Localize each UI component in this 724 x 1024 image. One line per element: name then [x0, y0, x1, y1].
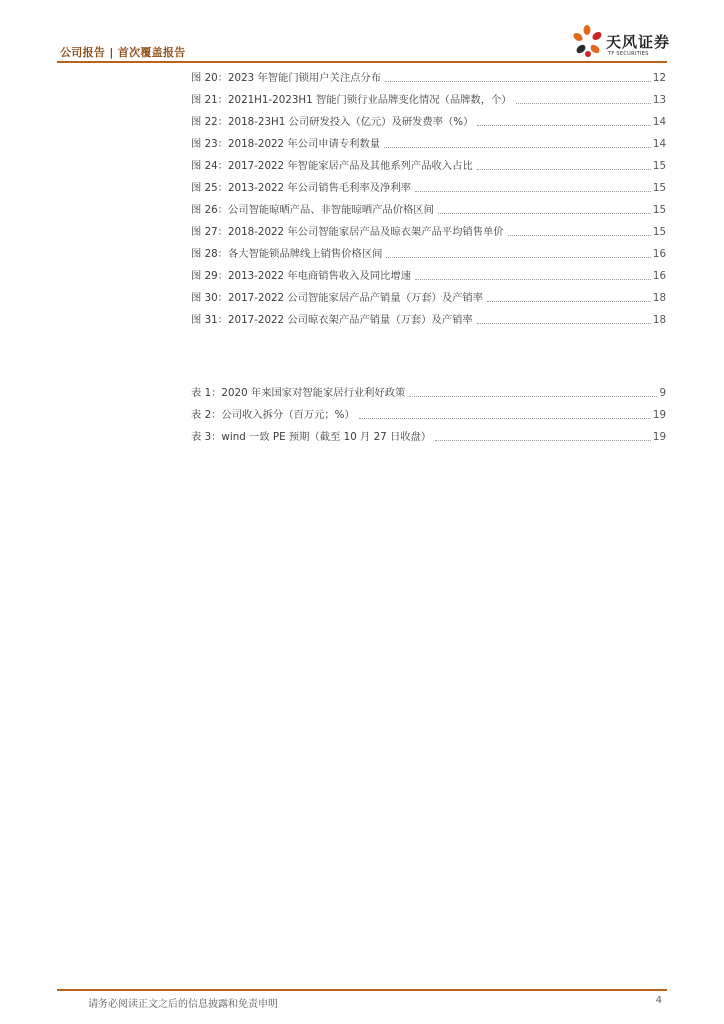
toc-entry[interactable] [191, 157, 666, 173]
toc-entry-page: 16 [652, 248, 666, 260]
toc-entry-page: 14 [652, 116, 666, 128]
toc-entry-title: 图 23：2018-2022 年公司申请专利数量 [191, 138, 381, 150]
toc-entry-page: 15 [652, 182, 666, 194]
toc-entry-page: 18 [652, 314, 666, 326]
toc-entry-title: 图 29：2013-2022 年电商销售收入及同比增速 [191, 270, 411, 282]
toc-entry-title: 图 26：公司智能晾晒产品、非智能晾晒产品价格区间 [191, 204, 434, 216]
dot-leader [477, 125, 651, 126]
report-type-label: 公司报告 | 首次覆盖报告 [60, 46, 186, 59]
toc-entry[interactable] [191, 245, 666, 261]
toc-entry-page: 19 [652, 431, 666, 443]
dot-leader [487, 301, 651, 302]
dot-leader [477, 169, 651, 170]
toc-entry[interactable] [191, 201, 666, 217]
toc-entry[interactable] [191, 69, 666, 85]
toc-entry[interactable] [191, 135, 666, 151]
dot-leader [359, 418, 651, 419]
footer-divider [57, 989, 667, 991]
toc-entry[interactable] [191, 223, 666, 239]
toc-entry-title: 图 21：2021H1-2023H1 智能门锁行业品牌变化情况（品牌数，个） [191, 94, 512, 106]
toc-entry-page: 15 [652, 204, 666, 216]
dot-leader [435, 440, 651, 441]
toc-entry[interactable] [191, 428, 666, 444]
toc-entry-page: 16 [652, 270, 666, 282]
dot-leader [415, 279, 651, 280]
dot-leader [438, 213, 651, 214]
toc-entry-title: 图 30：2017-2022 公司智能家居产品产销量（万套）及产销率 [191, 292, 484, 304]
page-number: 4 [655, 995, 662, 1006]
header-divider [57, 61, 667, 63]
logo-subtitle: TF SECURITIES [608, 51, 649, 57]
toc-entry-page: 13 [652, 94, 666, 106]
toc-entry-title: 表 3：wind 一致 PE 预期（截至 10 月 27 日收盘） [191, 431, 432, 443]
dot-leader [508, 235, 651, 236]
toc-entry-title: 图 22：2018-23H1 公司研发投入（亿元）及研发费率（%） [191, 116, 474, 128]
toc-entry-title: 图 31：2017-2022 公司晾衣架产品产销量（万套）及产销率 [191, 314, 473, 326]
toc-entry[interactable] [191, 406, 666, 422]
toc-entry[interactable] [191, 91, 666, 107]
toc-entry-page: 18 [652, 292, 666, 304]
dot-leader [477, 323, 651, 324]
toc-entry-page: 12 [652, 72, 666, 84]
toc-entry[interactable] [191, 289, 666, 305]
toc-entry-title: 表 1：2020 年来国家对智能家居行业利好政策 [191, 387, 406, 399]
toc-entry-title: 图 24：2017-2022 年智能家居产品及其他系列产品收入占比 [191, 160, 473, 172]
tf-flower-logo-icon [571, 24, 605, 60]
dot-leader [415, 191, 651, 192]
logo-name: 天风证券 [606, 33, 671, 51]
toc-entry-page: 9 [659, 387, 666, 399]
toc-entry-page: 14 [652, 138, 666, 150]
toc-entry[interactable] [191, 267, 666, 283]
toc-entry[interactable] [191, 311, 666, 327]
dot-leader [386, 257, 650, 258]
disclaimer-text: 请务必阅读正文之后的信息披露和免责申明 [88, 999, 278, 1010]
dot-leader [385, 81, 651, 82]
toc-entry-title: 图 20：2023 年智能门锁用户关注点分布 [191, 72, 382, 84]
toc-entry[interactable] [191, 179, 666, 195]
dot-leader [516, 103, 651, 104]
toc-entry-page: 15 [652, 160, 666, 172]
toc-entry-page: 19 [652, 409, 666, 421]
toc-entry-title: 表 2：公司收入拆分（百万元；%） [191, 409, 355, 421]
dot-leader [409, 396, 657, 397]
company-logo [571, 24, 671, 60]
toc-entry[interactable] [191, 384, 666, 400]
toc-entry-page: 15 [652, 226, 666, 238]
toc-entry-title: 图 27：2018-2022 年公司智能家居产品及晾衣架产品平均销售单价 [191, 226, 504, 238]
dot-leader [384, 147, 651, 148]
toc-entry-title: 图 25：2013-2022 年公司销售毛利率及净利率 [191, 182, 411, 194]
toc-entry[interactable] [191, 113, 666, 129]
toc-entry-title: 图 28：各大智能锁品牌线上销售价格区间 [191, 248, 383, 260]
